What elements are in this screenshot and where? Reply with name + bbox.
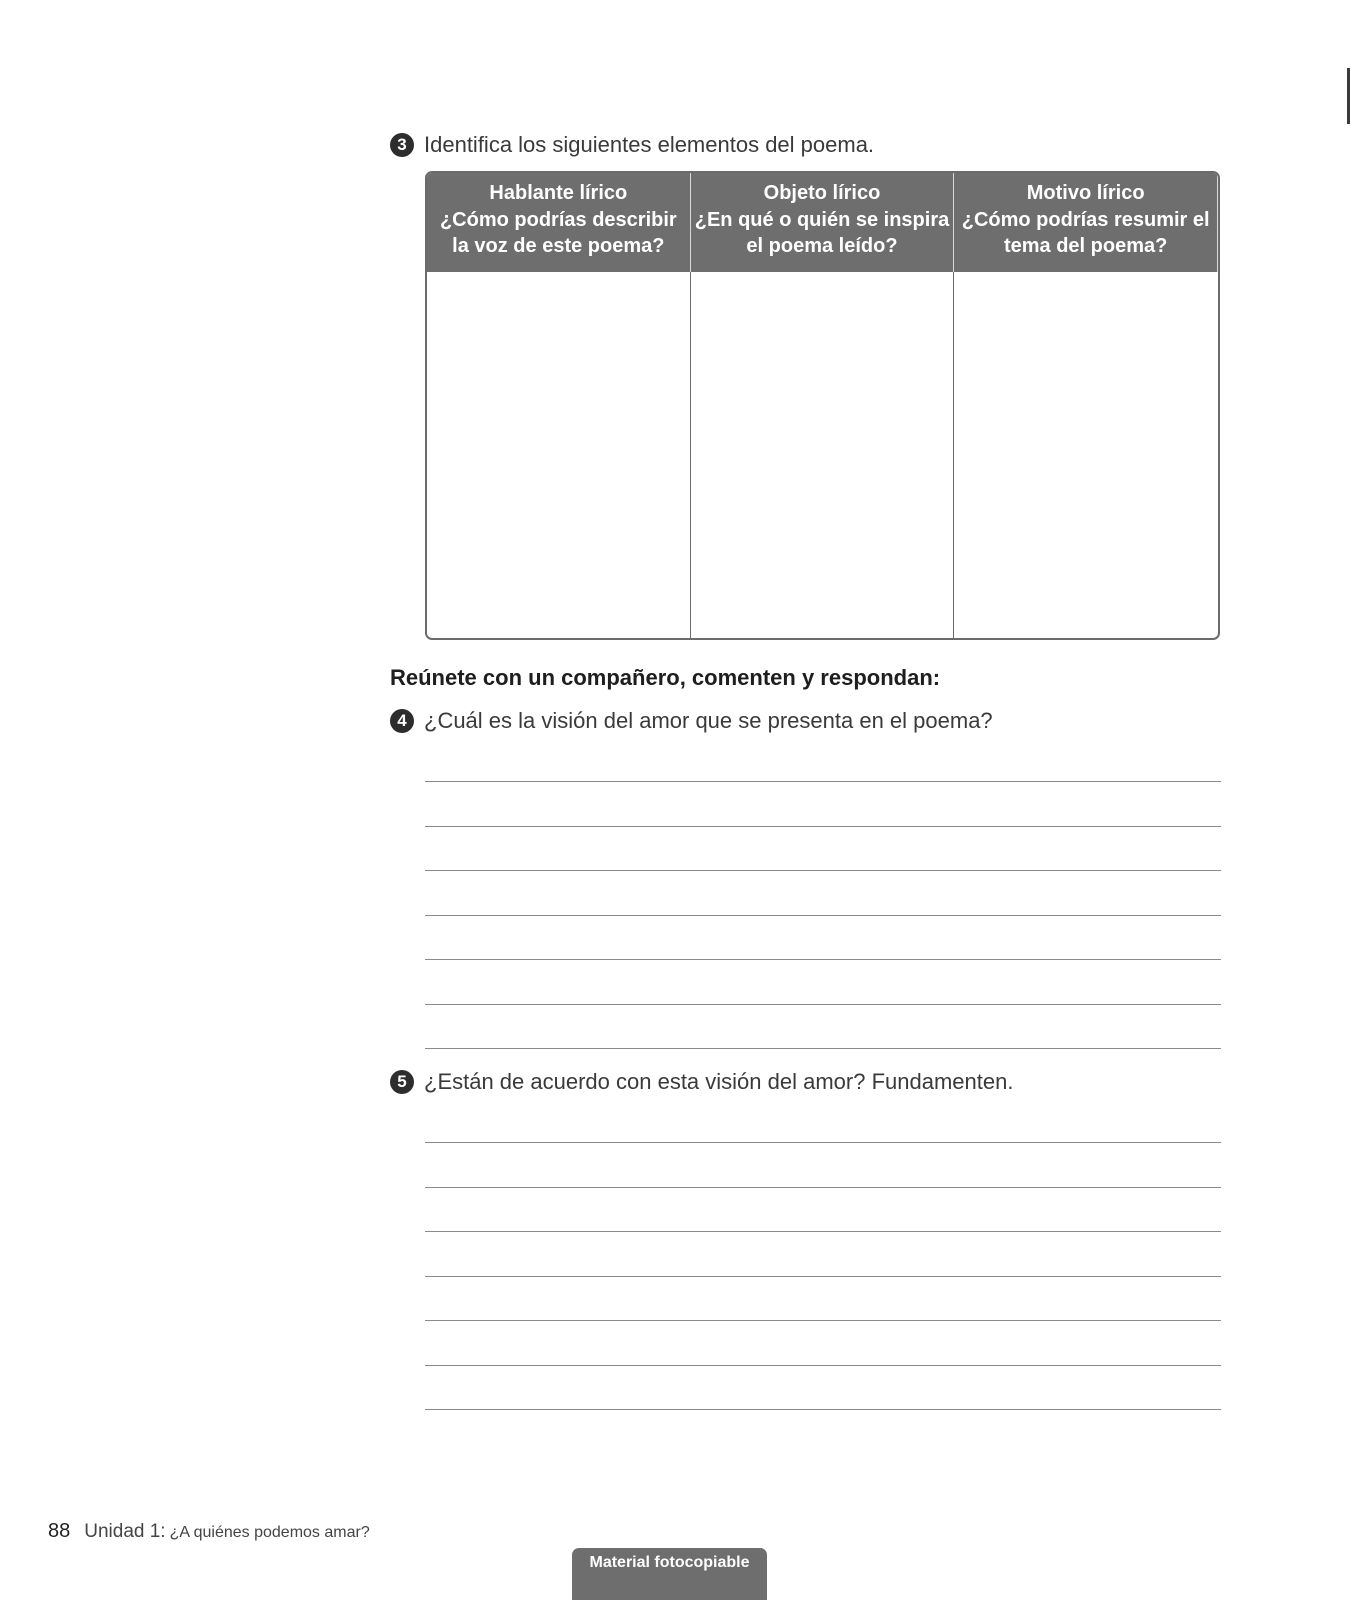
question-text: Identifica los siguientes elementos del poema. (424, 132, 875, 157)
group-instruction-heading: Reúnete con un compañero, comenten y respondan: (390, 665, 941, 690)
page-number: 88 (48, 1520, 71, 1542)
writing-line[interactable] (425, 826, 1221, 827)
writing-line[interactable] (425, 1409, 1221, 1410)
question-number-badge: 4 (390, 709, 414, 733)
column-title: Motivo lírico (1026, 182, 1145, 204)
writing-line[interactable] (425, 1004, 1221, 1005)
column-header-hablante (427, 173, 691, 272)
writing-line[interactable] (425, 959, 1221, 960)
answer-cell-motivo[interactable] (954, 272, 1218, 638)
column-title: Objeto lírico (763, 182, 881, 204)
column-question: ¿En qué o quién se inspira el poema leído? (694, 209, 950, 257)
unit-label: Unidad 1: (84, 1521, 166, 1542)
unit-title: ¿A quiénes podemos amar? (169, 1524, 370, 1541)
lyric-elements-table (425, 171, 1220, 640)
column-header-objeto (691, 173, 955, 272)
question-number-badge: 5 (390, 1070, 414, 1094)
column-header-motivo (954, 173, 1218, 272)
photocopiable-badge: Material fotocopiable (572, 1548, 767, 1600)
answer-cell-hablante[interactable] (427, 272, 691, 638)
writing-line[interactable] (425, 1320, 1221, 1321)
question-text: ¿Están de acuerdo con esta visión del amor? Fundamenten. (424, 1069, 1014, 1094)
column-question: ¿Cómo podrías resumir el tema del poema? (961, 209, 1210, 257)
writing-line[interactable] (425, 1048, 1221, 1049)
question-3 (390, 132, 874, 158)
question-text: ¿Cuál es la visión del amor que se presenta en el poema? (424, 708, 993, 733)
question-4 (390, 708, 993, 734)
writing-line[interactable] (425, 1187, 1221, 1188)
writing-line[interactable] (425, 1365, 1221, 1366)
writing-line[interactable] (425, 870, 1221, 871)
column-question: ¿Cómo podrías describir la voz de este poema? (439, 209, 677, 257)
column-title: Hablante lírico (489, 182, 628, 204)
writing-line[interactable] (425, 781, 1221, 782)
writing-line[interactable] (425, 1276, 1221, 1277)
writing-line[interactable] (425, 1231, 1221, 1232)
question-number-badge: 3 (390, 133, 414, 157)
answer-cell-objeto[interactable] (691, 272, 955, 638)
writing-line[interactable] (425, 915, 1221, 916)
question-5 (390, 1069, 1013, 1095)
writing-line[interactable] (425, 1142, 1221, 1143)
page-footer (48, 1520, 370, 1543)
